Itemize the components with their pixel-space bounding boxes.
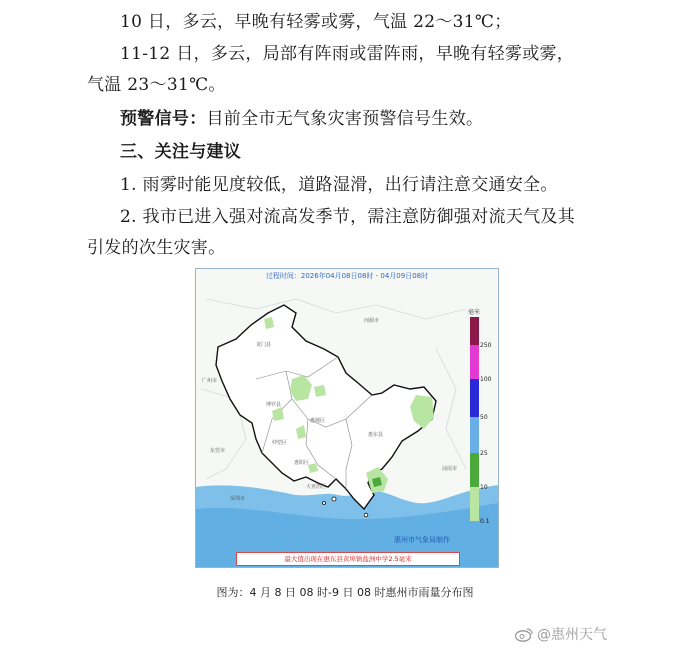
section-heading-advice: 三、关注与建议: [120, 142, 242, 162]
forecast-line-10: 10 日，多云，早晚有轻雾或雾，气温 22～31℃；: [120, 12, 512, 32]
rain-patch: [314, 385, 326, 397]
place-label: 深圳市: [230, 496, 246, 502]
map-graphic: [196, 269, 498, 567]
legend-swatch-0-1: [470, 487, 479, 521]
legend-swatch-50: [470, 379, 479, 417]
place-label: 广州市: [202, 378, 218, 384]
weibo-icon: [515, 627, 533, 642]
place-label: 惠东县: [368, 432, 384, 438]
legend-label-100: 100: [480, 376, 492, 383]
watermark-text: @惠州天气: [537, 627, 607, 643]
legend-label-0-1: 0.1: [480, 518, 490, 525]
legend-unit: 毫米: [468, 309, 481, 316]
legend-label-25: 25: [480, 450, 488, 457]
advice-item-1: 1. 雨雾时能见度较低，道路湿滑，出行请注意交通安全。: [120, 175, 558, 195]
place-label: 大亚湾区: [306, 484, 327, 490]
max-rainfall-note: 最大值出现在惠东县黄埠镇盐洲中学2.5毫米: [236, 552, 460, 566]
legend-label-50: 50: [480, 414, 488, 421]
place-label: 仲恺区: [272, 440, 288, 446]
watermark: [515, 624, 607, 644]
legend-label-250: 250: [480, 342, 492, 349]
forecast-line-11-12: 11-12 日，多云，局部有阵雨或雷阵雨，早晚有轻雾或雾，: [120, 44, 575, 64]
legend-swatch-100: [470, 345, 479, 379]
forecast-line-temp: 气温 23～31℃。: [87, 75, 226, 95]
place-label: 博罗县: [266, 402, 282, 408]
map-maker-credit: 惠州市气象局制作: [394, 536, 450, 544]
warning-text: 目前全市无气象灾害预警信号生效。: [206, 109, 484, 129]
advice-item-2: 2. 我市已进入强对流高发季节，需注意防御强对流天气及其: [120, 207, 576, 227]
place-label: 河源市: [364, 318, 380, 324]
rainfall-map: [195, 268, 499, 568]
place-label: 东莞市: [210, 448, 226, 454]
map-time-range: 过程时间：2026年04月08日08时 - 04月09日08时: [265, 272, 429, 280]
warning-signal: [120, 108, 483, 130]
huizhou-boundary: [216, 305, 436, 509]
place-label: 惠阳区: [294, 460, 310, 466]
legend-swatch-10: [470, 453, 479, 487]
place-label: 惠城区: [310, 418, 326, 424]
legend-swatch-250: [470, 317, 479, 345]
warning-label: 预警信号：: [120, 109, 207, 129]
place-label: 汕尾市: [442, 466, 458, 472]
figure-caption: 图为：4 月 8 日 08 时-9 日 08 时惠州市雨量分布图: [216, 586, 474, 599]
advice-item-2-cont: 引发的次生灾害。: [87, 238, 226, 258]
place-label: 龙门县: [256, 342, 272, 348]
legend-label-10: 10: [480, 484, 488, 491]
legend-swatch-25: [470, 417, 479, 453]
